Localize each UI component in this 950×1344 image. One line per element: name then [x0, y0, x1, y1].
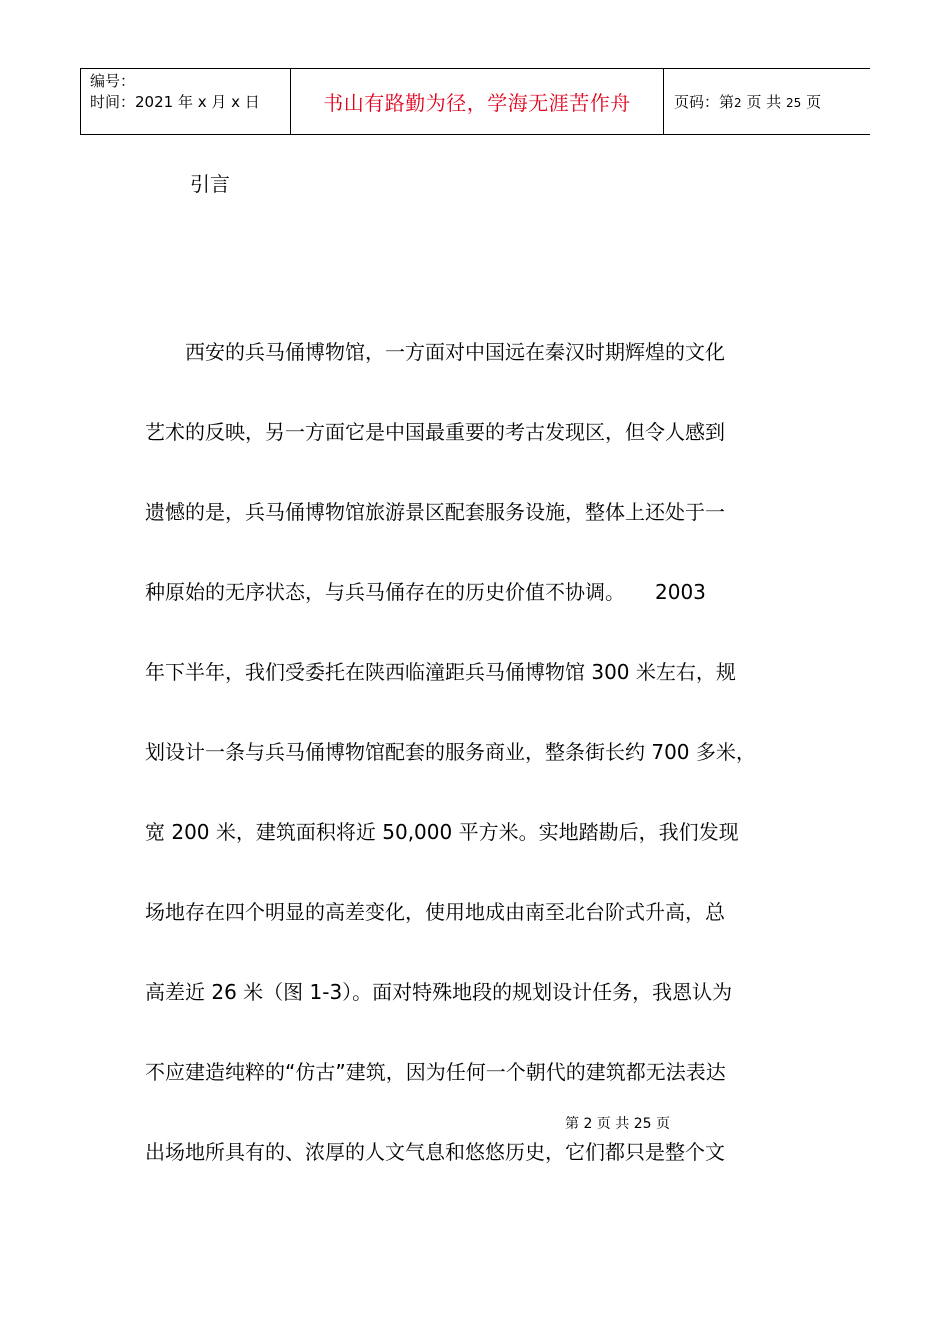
paragraph-line: 遗憾的是，兵马俑博物馆旅游景区配套服务设施，整体上还处于一 — [145, 500, 725, 524]
header-page-info — [664, 69, 871, 135]
paragraph-line: 场地存在四个明显的高差变化，使用地成由南至北台阶式升高，总 — [145, 900, 725, 924]
header-left-cell — [81, 69, 291, 135]
page-footer: 第 2 页 共 25 页 — [565, 1116, 670, 1132]
page-suffix: 页 — [806, 93, 822, 111]
paragraph-line: 宽 200 米，建筑面积将近 50,000 平方米。实地踏勘后，我们发现 — [145, 820, 739, 844]
body-paragraph — [145, 312, 825, 1192]
page-mid: 页 共 — [746, 93, 782, 111]
paragraph-line: 划设计一条与兵马俑博物馆配套的服务商业，整条街长约 700 多米， — [145, 740, 756, 764]
section-title: 引言 — [190, 172, 230, 196]
paragraph-line: 年下半年，我们受委托在陕西临潼距兵马俑博物馆 300 米左右，规 — [145, 660, 736, 684]
page-total: 25 — [786, 96, 802, 110]
paragraph-line: 艺术的反映，另一方面它是中国最重要的考古发现区，但令人感到 — [145, 420, 725, 444]
page-current: 2 — [734, 96, 742, 110]
document-number-label: 编号： — [90, 72, 136, 90]
paragraph-line: 出场地所具有的、浓厚的人文气息和悠悠历史，它们都只是整个文 — [145, 1140, 725, 1164]
header-table — [80, 68, 870, 135]
page-prefix: 页码：第 — [674, 93, 735, 111]
paragraph-line: 西安的兵马俑博物馆，一方面对中国远在秦汉时期辉煌的文化 — [145, 340, 725, 364]
paragraph-line: 种原始的无序状态，与兵马俑存在的历史价值不协调。 2003 — [145, 580, 706, 604]
document-date: 时间：2021 年 x 月 x 日 — [90, 93, 260, 111]
paragraph-line: 高差近 26 米（图 1-3）。面对特殊地段的规划设计任务，我恩认为 — [145, 980, 733, 1004]
paragraph-line: 不应建造纯粹的“仿古”建筑，因为任何一个朝代的建筑都无法表达 — [145, 1060, 726, 1084]
header-motto: 书山有路勤为径，学海无涯苦作舟 — [291, 69, 664, 135]
